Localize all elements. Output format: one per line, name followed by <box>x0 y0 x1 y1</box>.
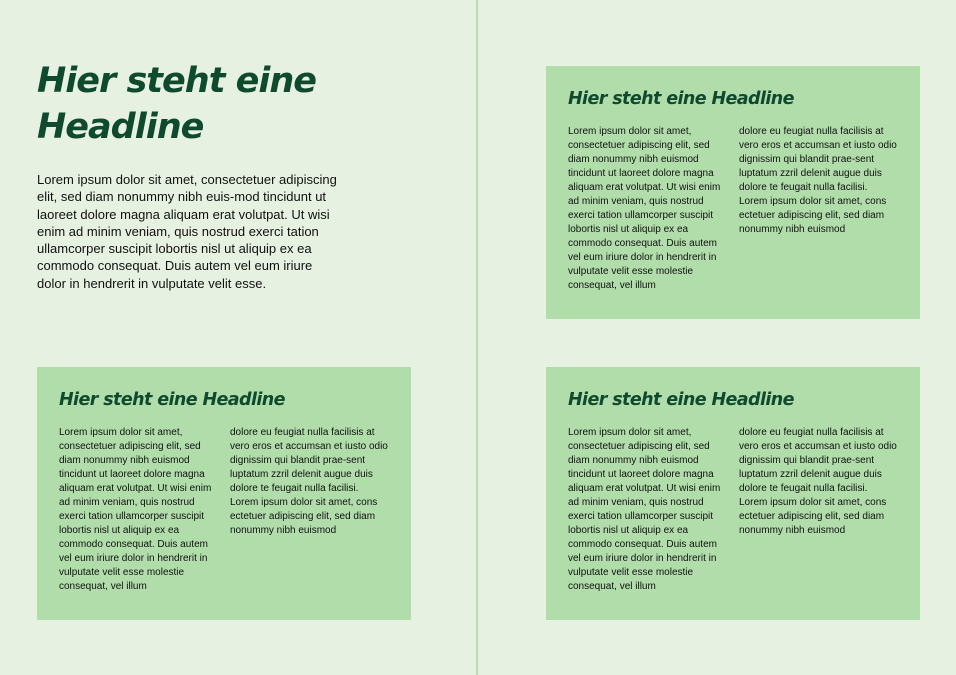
text-card-bottom-right <box>546 367 920 620</box>
card-column-text: Lorem ipsum dolor sit amet, cons ectetuer adipiscing elit, sed diam nonummy nibh euismod <box>230 497 378 536</box>
card-column-text: Lorem ipsum dolor sit amet, consectetuer adipiscing elit, sed diam nonummy nibh euismod tincidunt ut laoreet dolore magna aliquam erat volutpat. Ut wisi enim ad minim veniam, quis nostrud exerci tation ullamcorper suscipit lobortis nisl ut aliquip ex ea commodo consequat. Duis autem vel eum iriure dolor in hendrerit in vulputate velit esse molestie consequat, vel illum <box>568 427 721 592</box>
page-spine-divider <box>476 0 478 675</box>
card-column-text: Lorem ipsum dolor sit amet, cons ectetuer adipiscing elit, sed diam nonummy nibh euismod <box>739 196 887 235</box>
page-headline: Hier steht eine Headline <box>37 61 316 147</box>
intro-paragraph: Lorem ipsum dolor sit amet, consectetuer adipiscing elit, sed diam nonummy nibh euis-mod tincidunt ut laoreet dolore magna aliquam erat volutpat. Ut wisi enim ad minim veniam, quis nostrud exerci tation ullamcorper suscipit lobortis nisl ut aliquip ex ea commodo consequat. Duis autem vel eum iriure dolor in hendrerit in vulputate velit esse. <box>37 172 337 291</box>
card-column-right <box>230 426 392 538</box>
card-column-text: Lorem ipsum dolor sit amet, consectetuer adipiscing elit, sed diam nonummy nibh euismod tincidunt ut laoreet dolore magna aliquam erat volutpat. Ut wisi enim ad minim veniam, quis nostrud exerci tation ullamcorper suscipit lobortis nisl ut aliquip ex ea commodo consequat. Duis autem vel eum iriure dolor in hendrerit in vulputate velit esse molestie consequat, vel illum <box>568 126 721 291</box>
card-headline: Hier steht eine Headline <box>568 89 794 109</box>
text-card-bottom-left <box>37 367 411 620</box>
card-column-text: dolore eu feugiat nulla facilisis at vero eros et accumsan et iusto odio dignissim qui blandit prae-sent luptatum zzril delenit augue duis dolore te feugait nulla facilisi. <box>739 126 897 193</box>
card-column-left <box>59 426 219 594</box>
card-column-left <box>568 426 728 594</box>
card-column-text: Lorem ipsum dolor sit amet, consectetuer adipiscing elit, sed diam nonummy nibh euismod tincidunt ut laoreet dolore magna aliquam erat volutpat. Ut wisi enim ad minim veniam, quis nostrud exerci tation ullamcorper suscipit lobortis nisl ut aliquip ex ea commodo consequat. Duis autem vel eum iriure dolor in hendrerit in vulputate velit esse molestie consequat, vel illum <box>59 427 212 592</box>
card-column-right <box>739 125 901 237</box>
card-column-left <box>568 125 728 293</box>
card-headline: Hier steht eine Headline <box>568 390 794 410</box>
card-column-right <box>739 426 901 538</box>
card-column-text: dolore eu feugiat nulla facilisis at vero eros et accumsan et iusto odio dignissim qui blandit prae-sent luptatum zzril delenit augue duis dolore te feugait nulla facilisi. <box>739 427 897 494</box>
text-card-top-right <box>546 66 920 319</box>
card-headline: Hier steht eine Headline <box>59 390 285 410</box>
card-column-text: Lorem ipsum dolor sit amet, cons ectetuer adipiscing elit, sed diam nonummy nibh euismod <box>739 497 887 536</box>
card-column-text: dolore eu feugiat nulla facilisis at vero eros et accumsan et iusto odio dignissim qui blandit prae-sent luptatum zzril delenit augue duis dolore te feugait nulla facilisi. <box>230 427 388 494</box>
